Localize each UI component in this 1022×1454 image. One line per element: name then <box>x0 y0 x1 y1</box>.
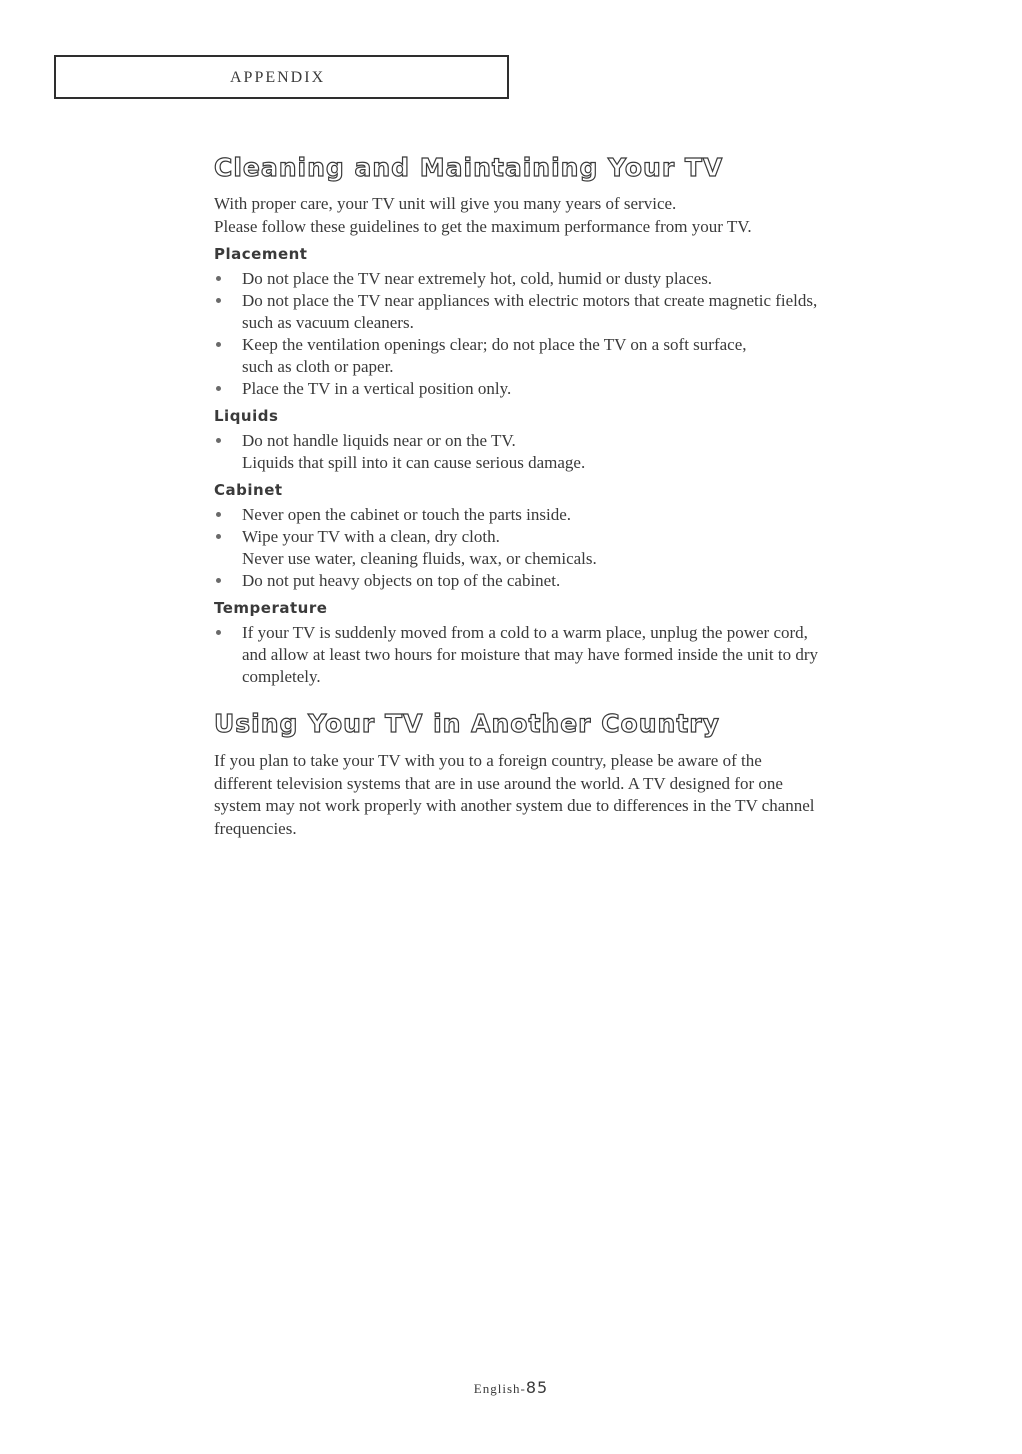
section-title-another-country: Using Your TV in Another Country <box>214 709 720 738</box>
item-text: Never open the cabinet or touch the parts inside. <box>242 505 572 524</box>
intro-line: Please follow these guidelines to get the maximum performance from your TV. <box>214 217 752 236</box>
item-text: Liquids that spill into it can cause serious damage. <box>242 453 586 472</box>
item-text: completely. <box>242 667 321 686</box>
page-footer <box>0 1378 1022 1397</box>
subheading-liquids: Liquids <box>214 407 279 425</box>
cabinet-list <box>214 504 974 592</box>
item-text: Place the TV in a vertical position only. <box>242 379 512 398</box>
item-text: such as cloth or paper. <box>242 357 394 376</box>
subheading-temperature: Temperature <box>214 599 328 617</box>
liquids-list <box>214 430 974 474</box>
list-item <box>214 622 974 688</box>
footer-language: English- <box>473 1381 526 1396</box>
item-text: such as vacuum cleaners. <box>242 313 414 332</box>
paragraph-line: different television systems that are in use around the world. A TV designed for one <box>214 773 783 793</box>
item-text: Keep the ventilation openings clear; do not place the TV on a soft surface, <box>242 335 747 354</box>
item-text: Do not handle liquids near or on the TV. <box>242 431 516 450</box>
item-text: Do not put heavy objects on top of the cabinet. <box>242 571 561 590</box>
list-item <box>214 378 974 400</box>
item-text: Do not place the TV near extremely hot, cold, humid or dusty places. <box>242 269 713 288</box>
subheading-placement: Placement <box>214 245 308 263</box>
item-text: and allow at least two hours for moisture that may have formed inside the unit to dry <box>242 645 818 664</box>
item-text: Do not place the TV near appliances with electric motors that create magnetic fields, <box>242 291 818 310</box>
list-item <box>214 430 974 474</box>
list-item <box>214 570 974 592</box>
section-intro <box>214 192 974 238</box>
subheading-cabinet: Cabinet <box>214 481 283 499</box>
list-item <box>214 334 974 378</box>
page-number: 85 <box>525 1378 549 1397</box>
list-item <box>214 526 974 570</box>
paragraph-line: If you plan to take your TV with you to a foreign country, please be aware of the <box>214 751 762 770</box>
item-text: If your TV is suddenly moved from a cold to a warm place, unplug the power cord, <box>242 623 808 642</box>
list-item <box>214 290 974 334</box>
list-item <box>214 504 974 526</box>
item-text: Wipe your TV with a clean, dry cloth. <box>242 527 500 546</box>
paragraph-line: system may not work properly with another system due to differences in the TV channel <box>214 796 815 815</box>
item-text: Never use water, cleaning fluids, wax, or chemicals. <box>242 549 597 568</box>
appendix-label: APPENDIX <box>230 69 326 86</box>
section-title-cleaning: Cleaning and Maintaining Your TV <box>214 153 724 182</box>
intro-line: With proper care, your TV unit will give you many years of service. <box>214 194 677 213</box>
appendix-header-box <box>54 55 509 99</box>
placement-list <box>214 268 974 400</box>
paragraph-line: frequencies. <box>214 818 297 838</box>
list-item <box>214 268 974 290</box>
temperature-list <box>214 622 974 688</box>
page-content <box>214 150 974 840</box>
section-paragraph <box>214 750 954 840</box>
